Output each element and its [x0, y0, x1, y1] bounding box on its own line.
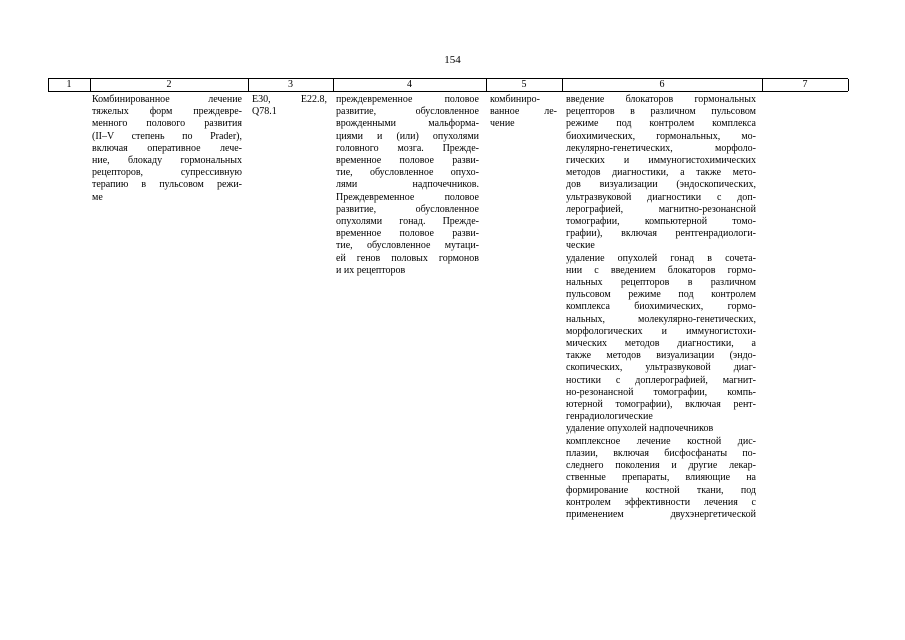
col-divider	[848, 79, 849, 91]
column-header-6: 6	[659, 79, 665, 90]
column-header-2: 2	[166, 79, 172, 90]
diagnosis-cell: преждевременное половое развитие, обусловленное врожденными мальформа- циями и (или) опухолями головного мозга. Прежде- временное половое разви- тие, обусловленное опухо- лями надпочечников. Преждевременное половое развитие, обусловленное опухолями гонад. Прежде- временное половое разви- тие, обусловленное мутаци- ей генов половых гормонов и их рецепторов	[336, 94, 479, 276]
treatment-name-cell: Комбинированное лечение тяжелых форм преждевре- менного полового развития (II–V степень по Prader), включая оперативное лече- ние, блокаду гормональных рецепторов, супрессивную терапию в пульсовом режи- ме	[92, 94, 242, 203]
column-header-3: 3	[288, 79, 293, 90]
column-header-5: 5	[521, 79, 527, 90]
column-header-7: 7	[802, 79, 808, 90]
column-header-4: 4	[407, 79, 412, 90]
treatment-type-cell: комбиниро- ванное ле- чение	[490, 94, 557, 130]
page-number: 154	[444, 54, 461, 66]
header-bottom-rule	[48, 91, 848, 92]
treatment-method-cell: введение блокаторов гормональных рецепторов в различном пульсовом режиме под контролем комплекса биохимических, гормональных, мо- лекулярно-генетических, морфоло- гических и иммуногистохимических методов диагностики, а также мето- дов визуализации (эндоскопических, ультразвуковой диагностики с доп- лерографией, магнитно-резонансной томографии, компьютерной томо- графии), включая рентгенрадиологи- ческие удаление опухолей гонад в сочета- нии с введением блокаторов гормо- нальных рецепторов в различном пульсовом режиме под контролем комплекса биохимических, гормо- нальных, молекулярно-генетических, морфологических и иммуногистохи- мических методов диагностики, а также методов визуализации (эндо- скопических, ультразвуковой диаг- ностики с доплерографией, магнит- но-резонансной томографии, компь- ютерной томографии), включая рент- генрадиологические удаление опухолей надпочечников комплексное лечение костной дис- плазии, включая бисфосфанаты по- следнего поколения и другие лекар- ственные препараты, влияющие на формирование костной ткани, под контролем эффективности лечения с применением двухэнергетической	[566, 94, 756, 520]
icd-codes-cell: E30, E22.8, Q78.1	[252, 94, 327, 118]
column-header-1: 1	[66, 79, 72, 90]
